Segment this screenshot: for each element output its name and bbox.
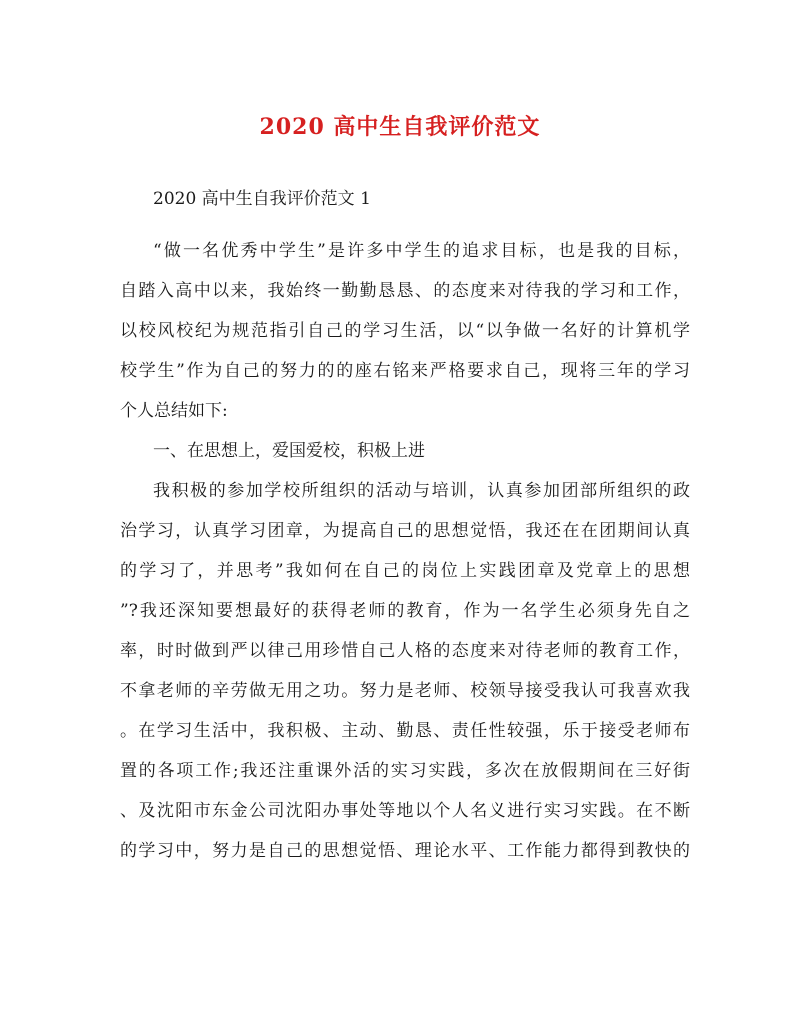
paragraph-line: 我积极的参加学校所组织的活动与培训，认真参加团部所组织的政 bbox=[153, 481, 690, 501]
paragraph-line: 校学生”作为自己的努力的的座右铭来严格要求自己，现将三年的学习 bbox=[120, 361, 690, 381]
paragraph-line: ”?我还深知要想最好的获得老师的教育，作为一名学生必须身先自之 bbox=[120, 601, 690, 621]
paragraph-line: 个人总结如下: bbox=[120, 401, 228, 421]
document-title: 2020 高中生自我评价范文 bbox=[259, 114, 541, 140]
document-subtitle: 2020 高中生自我评价范文 1 bbox=[153, 189, 371, 209]
paragraph-line: 、及沈阳市东金公司沈阳办事处等地以个人名义进行实习实践。在不断 bbox=[120, 801, 690, 821]
paragraph-line: 不拿老师的辛劳做无用之功。努力是老师、校领导接受我认可我喜欢我 bbox=[120, 681, 690, 701]
paragraph-line: 治学习，认真学习团章，为提高自己的思想觉悟，我还在在团期间认真 bbox=[120, 521, 690, 541]
paragraph-line: 置的各项工作;我还注重课外活的实习实践，多次在放假期间在三好街 bbox=[120, 761, 690, 781]
paragraph-line: 。在学习生活中，我积极、主动、勤恳、责任性较强，乐于接受老师布 bbox=[120, 721, 690, 741]
paragraph-line: 的学习了，并思考”我如何在自己的岗位上实践团章及党章上的思想 bbox=[120, 561, 690, 581]
paragraph-line: 以校风校纪为规范指引自己的学习生活，以“以争做一名好的计算机学 bbox=[120, 321, 690, 341]
section-heading: 一、在思想上，爱国爱校，积极上进 bbox=[153, 441, 425, 461]
paragraph-line: 自踏入高中以来，我始终一勤勤恳恳、的态度来对待我的学习和工作， bbox=[120, 281, 690, 301]
paragraph-line: 的学习中，努力是自己的思想觉悟、理论水平、工作能力都得到教快的 bbox=[120, 841, 690, 861]
paragraph-line: 率，时时做到严以律己用珍惜自己人格的态度来对待老师的教育工作， bbox=[120, 641, 690, 661]
paragraph-line: “做一名优秀中学生”是许多中学生的追求目标，也是我的目标， bbox=[153, 241, 690, 261]
